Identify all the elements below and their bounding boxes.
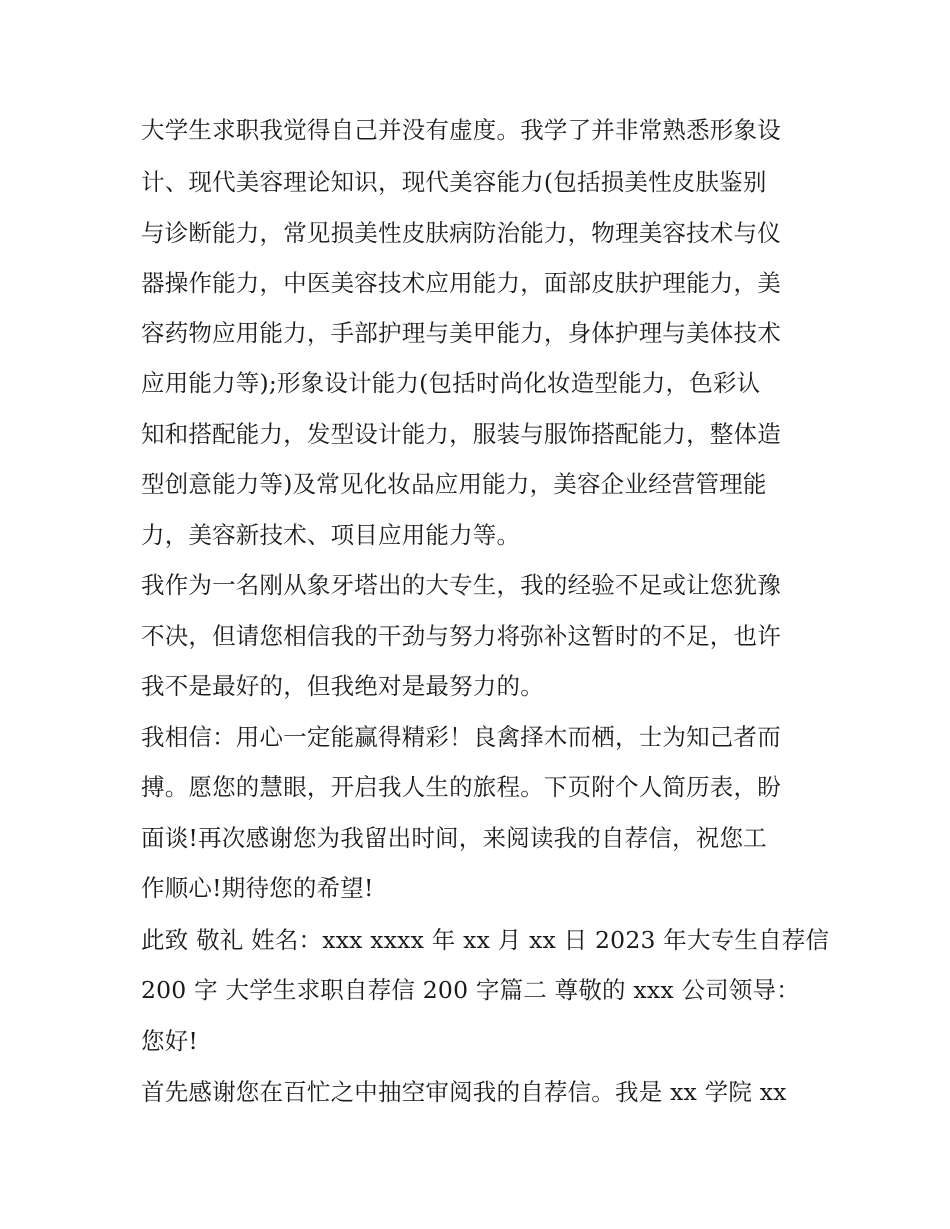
text-line: 计、现代美容理论知识，现代美容能力(包括损美性皮肤鉴别 — [141, 168, 767, 196]
text-line: 大学生求职我觉得自己并没有虚度。我学了并非常熟悉形象设 — [141, 116, 781, 144]
text-line: 作顺心!期待您的希望! — [141, 874, 374, 902]
text-line: 200 字 大学生求职自荐信 200 字篇二 尊敬的 xxx 公司领导： — [141, 976, 800, 1004]
text-line: 力，美容新技术、项目应用能力等。 — [141, 521, 521, 549]
text-line: 首先感谢您在百忙之中抽空审阅我的自荐信。我是 xx 学院 xx — [141, 1078, 787, 1106]
text-line: 容药物应用能力，手部护理与美甲能力，身体护理与美体技术 — [141, 319, 781, 347]
text-line: 知和搭配能力，发型设计能力，服装与服饰搭配能力，整体造 — [141, 420, 781, 448]
text-line: 我作为一名刚从象牙塔出的大专生，我的经验不足或让您犹豫 — [141, 571, 781, 599]
text-line: 您好! — [141, 1027, 199, 1055]
text-line: 面谈!再次感谢您为我留出时间，来阅读我的自荐信，祝您工 — [141, 824, 767, 852]
text-line: 我不是最好的，但我绝对是最努力的。 — [141, 672, 544, 700]
text-line: 我相信：用心一定能赢得精彩！良禽择木而栖，士为知己者而 — [141, 723, 781, 751]
text-line: 器操作能力，中医美容技术应用能力，面部皮肤护理能力，美 — [141, 269, 781, 297]
text-line: 此致 敬礼 姓名：xxx xxxx 年 xx 月 xx 日 2023 年大专生自荐信 — [141, 926, 830, 954]
text-line: 搏。愿您的慧眼，开启我人生的旅程。下页附个人简历表，盼 — [141, 773, 781, 801]
text-line: 不决，但请您相信我的干劲与努力将弥补这暂时的不足，也许 — [141, 622, 781, 650]
text-line: 型创意能力等)及常见化妆品应用能力，美容企业经营管理能 — [141, 470, 767, 498]
text-line: 与诊断能力，常见损美性皮肤病防治能力，物理美容技术与仪 — [141, 219, 781, 247]
text-line: 应用能力等);形象设计能力(包括时尚化妆造型能力，色彩认 — [141, 369, 761, 397]
